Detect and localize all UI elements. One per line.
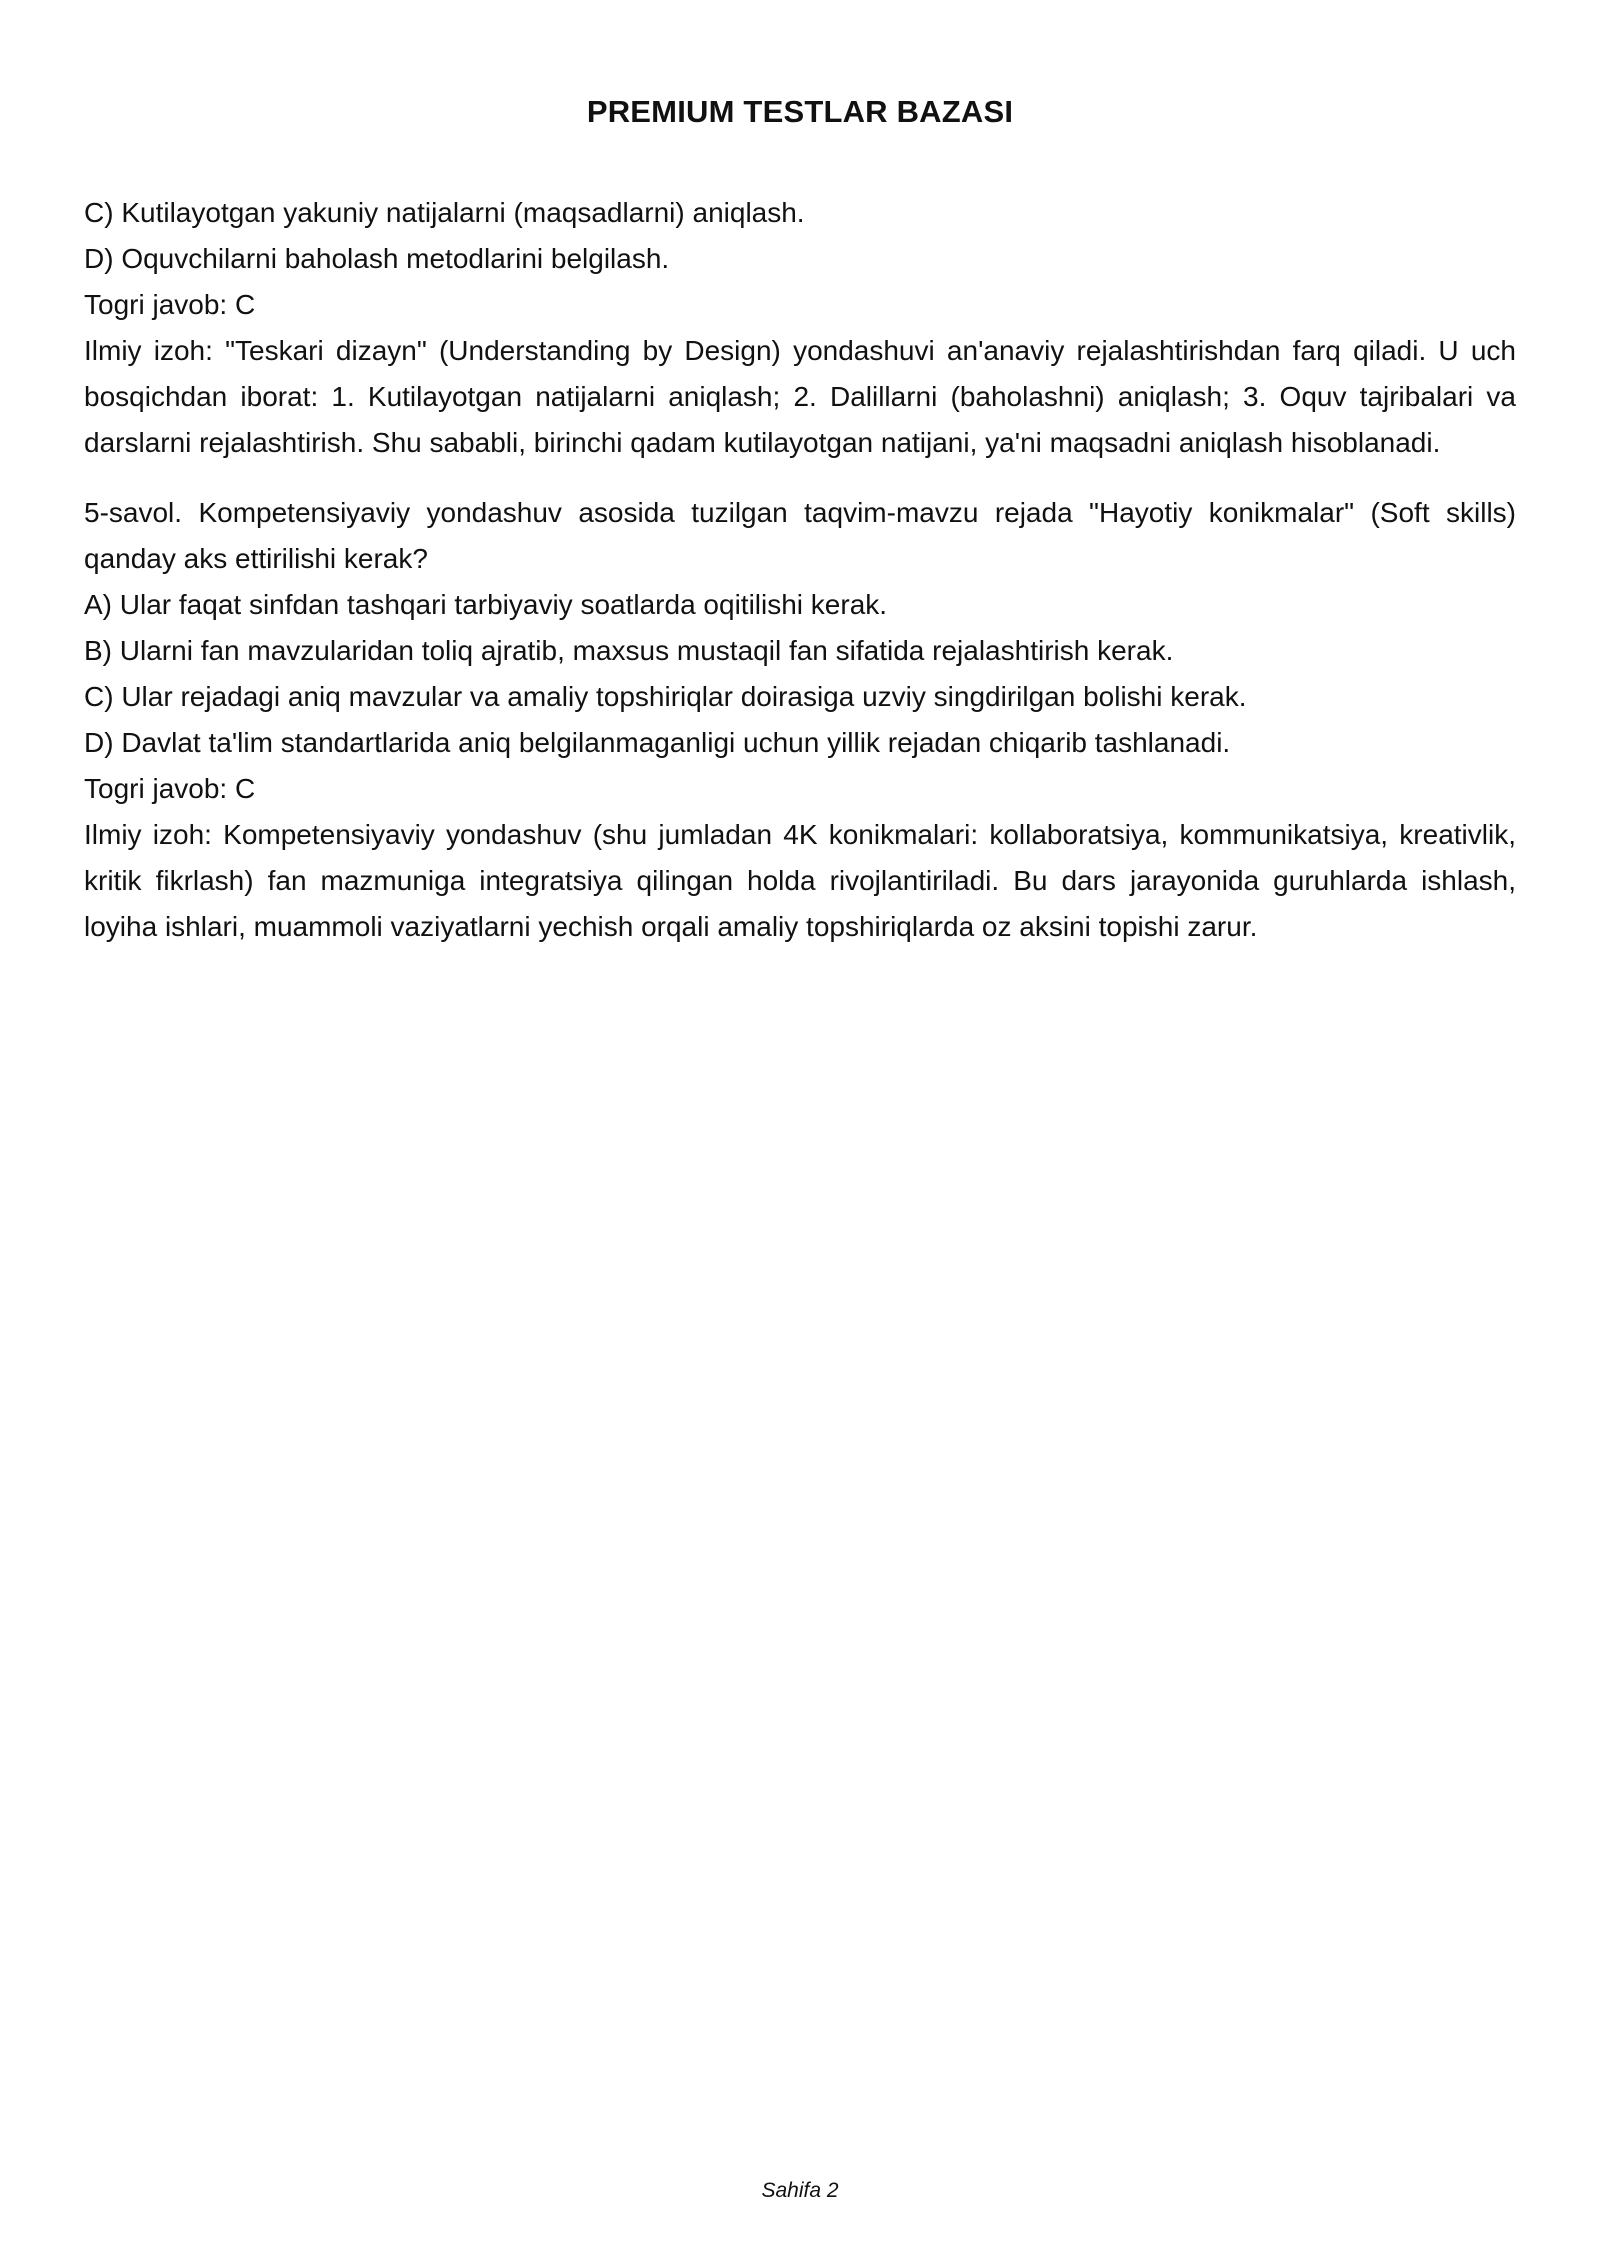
- question-5-option-a: A) Ular faqat sinfdan tashqari tarbiyaviy soatlarda oqitilishi kerak.: [84, 589, 888, 620]
- previous-question-explanation: Ilmiy izoh: "Teskari dizayn" (Understanding by Design) yondashuvi an'anaviy rejalashtirishdan farq qiladi. U uch bosqichdan iborat: 1. Kutilayotgan natijalarni aniqlash; 2. Dalillarni (baholashni) aniqlash; 3. Oquv tajribalari va darslarni rejalashtirish. Shu sababli, birinchi qadam kutilayotgan natijani, ya'ni maqsadni aniqlash hisoblanadi.: [84, 335, 1516, 458]
- page-header-title: PREMIUM TESTLAR BAZASI: [586, 94, 1014, 129]
- previous-question-answer: Togri javob: C: [84, 289, 256, 320]
- question-5-option-b: B) Ularni fan mavzularidan toliq ajratib, maxsus mustaqil fan sifatida rejalashtirish kerak.: [84, 635, 1174, 666]
- question-5-option-d: D) Davlat ta'lim standartlarida aniq belgilanmaganligi uchun yillik rejadan chiqarib tashlanadi.: [84, 727, 1231, 758]
- page-number-footer: Sahifa 2: [761, 2179, 839, 2202]
- question-5-text: 5-savol. Kompetensiyaviy yondashuv asosida tuzilgan taqvim-mavzu rejada "Hayotiy konikmalar" (Soft skills) qanday aks ettirilishi kerak?: [84, 497, 1516, 574]
- page-content: [84, 190, 1516, 950]
- question-5-answer: Togri javob: C: [84, 773, 256, 804]
- question-5-explanation: Ilmiy izoh: Kompetensiyaviy yondashuv (shu jumladan 4K konikmalari: kollaboratsiya, kommunikatsiya, kreativlik, kritik fikrlash) fan mazmuniga integratsiya qilingan holda rivojlantiriladi. Bu dars jarayonida guruhlarda ishlash, loyiha ishlari, muammoli vaziyatlarni yechish orqali amaliy topshiriqlarda oz aksini topishi zarur.: [84, 819, 1516, 942]
- previous-question-option-c: C) Kutilayotgan yakuniy natijalarni (maqsadlarni) aniqlash.: [84, 197, 805, 228]
- previous-question-option-d: D) Oquvchilarni baholash metodlarini belgilash.: [84, 243, 670, 274]
- section-gap: [84, 466, 1516, 490]
- question-5-option-c: C) Ular rejadagi aniq mavzular va amaliy topshiriqlar doirasiga uzviy singdirilgan bolishi kerak.: [84, 681, 1247, 712]
